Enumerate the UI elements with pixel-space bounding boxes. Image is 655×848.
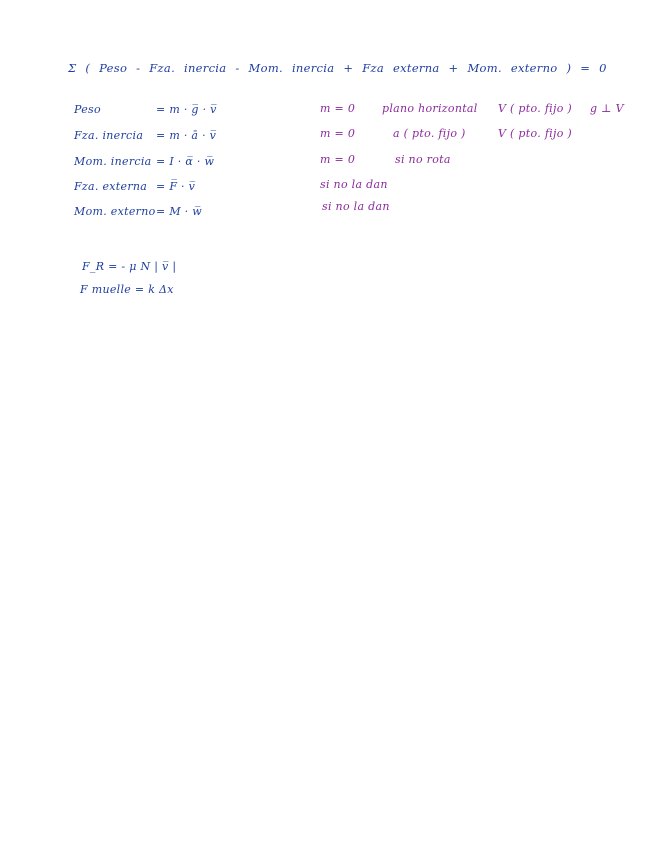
- cond-4-a: si no la dan: [320, 178, 388, 191]
- cond-2-a: m = 0: [320, 127, 356, 140]
- def-mom-inercia-name: Mom. inercia: [74, 155, 152, 168]
- cond-1-d: g ⊥ V: [590, 102, 624, 115]
- def-peso-expr: = m · g̅ · v̅: [156, 103, 217, 116]
- cond-5-a: si no la dan: [322, 200, 390, 213]
- def-mom-externo-expr: = M · w̅: [156, 205, 202, 218]
- def-peso-name: Peso: [74, 103, 101, 116]
- def-fza-inercia-name: Fza. inercia: [74, 129, 144, 142]
- cond-3-a: m = 0: [320, 153, 356, 166]
- def-fza-externa-expr: = F̅ · v̅: [156, 180, 196, 193]
- def-fza-inercia-expr: = m · ā · v̅: [156, 129, 217, 142]
- def-fza-externa-name: Fza. externa: [74, 180, 148, 193]
- cond-1-b: plano horizontal: [382, 102, 478, 115]
- friction-force: F_R = - μ N | v̅ |: [82, 260, 177, 273]
- cond-3-b: si no rota: [395, 153, 451, 166]
- cond-2-c: V ( pto. fijo ): [498, 127, 573, 140]
- cond-2-b: a ( pto. fijo ): [393, 127, 466, 140]
- energy-balance-equation: Σ ( Peso - Fza. inercia - Mom. inercia + Fza externa + Mom. externo ) = 0: [68, 61, 607, 75]
- cond-1-a: m = 0: [320, 102, 356, 115]
- cond-1-c: V ( pto. fijo ): [498, 102, 573, 115]
- def-mom-inercia-expr: = I · α̅ · w̅: [156, 155, 215, 168]
- def-mom-externo-name: Mom. externo: [74, 205, 156, 218]
- spring-force: F muelle = k Δx: [80, 283, 174, 296]
